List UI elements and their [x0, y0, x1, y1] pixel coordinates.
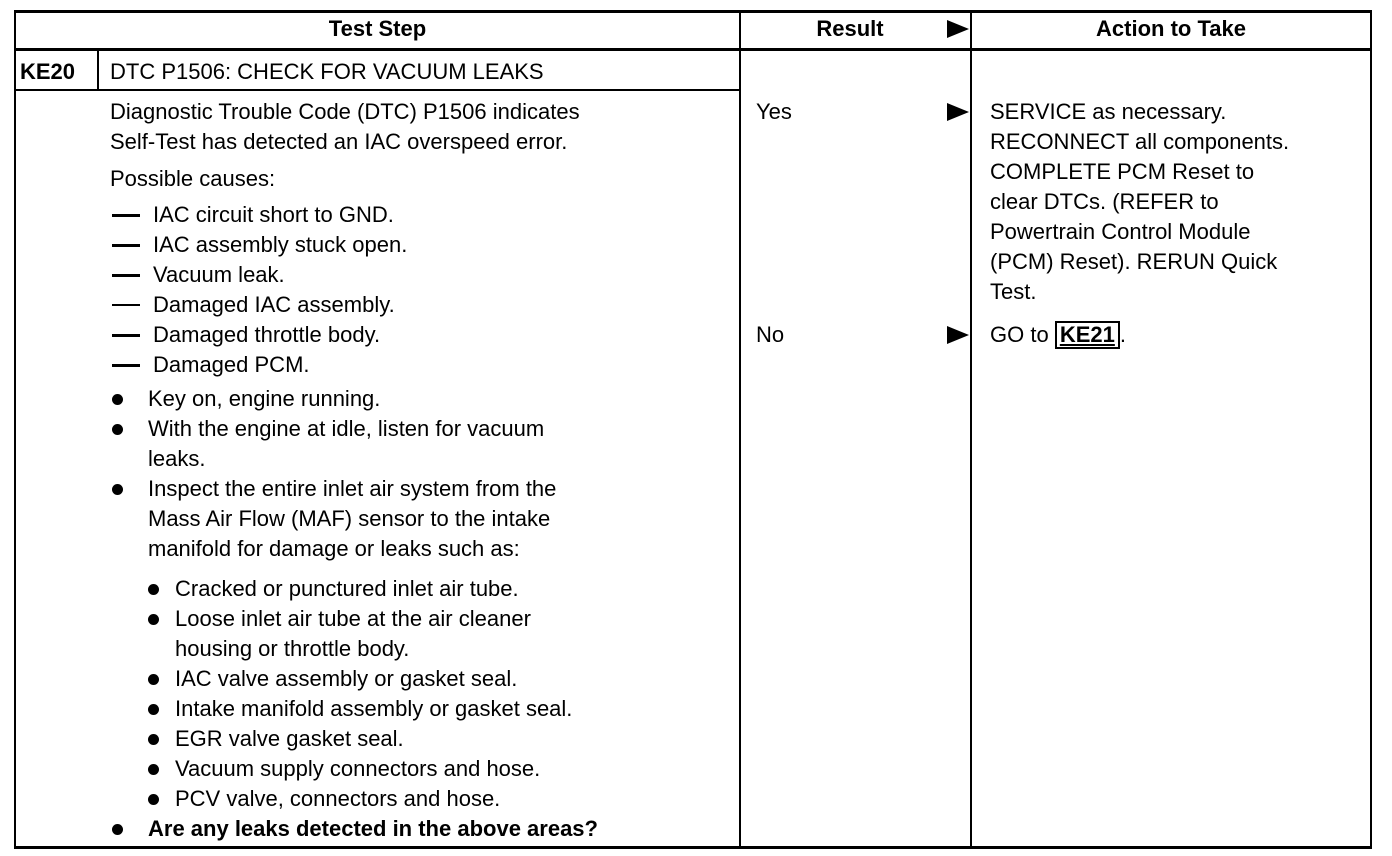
arrow-yes-icon — [947, 103, 969, 121]
dash-icon — [112, 214, 140, 217]
step-title-underline — [14, 89, 740, 91]
test-step-column-divider — [739, 10, 741, 848]
sub-item: Loose inlet air tube at the air cleaner — [175, 606, 531, 631]
action-no — [990, 320, 1126, 350]
intro-line-1: Diagnostic Trouble Code (DTC) P1506 indicates — [110, 99, 580, 124]
dash-icon — [112, 244, 140, 247]
header-test-step: Test Step — [328, 16, 427, 41]
table-left-border — [14, 10, 16, 848]
bullet-inspect-line-3: manifold for damage or leaks such as: — [148, 536, 520, 561]
result-no: No — [756, 322, 785, 347]
action-yes-line-5: Powertrain Control Module — [990, 219, 1251, 244]
action-no-suffix: . — [1119, 322, 1126, 347]
table-top-border — [14, 10, 1372, 13]
cause-item: IAC assembly stuck open. — [153, 232, 408, 257]
action-yes-line-4: clear DTCs. (REFER to — [990, 189, 1219, 214]
cause-item: Vacuum leak. — [153, 262, 285, 287]
action-yes-line-1: SERVICE as necessary. — [990, 99, 1227, 124]
bullet-icon — [112, 424, 123, 435]
header-arrow-icon — [947, 20, 969, 38]
sub-item-continuation: housing or throttle body. — [175, 636, 410, 661]
sub-item: IAC valve assembly or gasket seal. — [175, 666, 518, 691]
sub-bullet-icon — [148, 764, 159, 775]
step-id-divider — [97, 50, 99, 90]
action-yes-line-2: RECONNECT all components. — [990, 129, 1290, 154]
result-column-divider — [970, 10, 972, 848]
table-bottom-border — [14, 846, 1372, 849]
action-yes-line-3: COMPLETE PCM Reset to — [990, 159, 1255, 184]
cause-item: IAC circuit short to GND. — [153, 202, 394, 227]
sub-item: Intake manifold assembly or gasket seal. — [175, 696, 573, 721]
dash-icon — [112, 304, 140, 306]
sub-item: Cracked or punctured inlet air tube. — [175, 576, 519, 601]
sub-item: PCV valve, connectors and hose. — [175, 786, 501, 811]
header-result: Result — [816, 16, 884, 41]
sub-bullet-icon — [148, 794, 159, 805]
table-right-border — [1370, 10, 1372, 848]
sub-bullet-icon — [148, 584, 159, 595]
sub-bullet-icon — [148, 734, 159, 745]
bullet-icon — [112, 484, 123, 495]
result-yes: Yes — [756, 99, 792, 124]
action-yes-line-6: (PCM) Reset). RERUN Quick — [990, 249, 1278, 274]
sub-bullet-icon — [148, 704, 159, 715]
action-yes-line-7: Test. — [990, 279, 1037, 304]
bullet-listen-line-1: With the engine at idle, listen for vacuum — [148, 416, 545, 441]
step-id: KE20 — [20, 59, 76, 84]
sub-bullet-icon — [148, 614, 159, 625]
cause-item: Damaged PCM. — [153, 352, 310, 377]
header-action: Action to Take — [1096, 16, 1246, 41]
sub-bullet-icon — [148, 674, 159, 685]
step-title: DTC P1506: CHECK FOR VACUUM LEAKS — [110, 59, 544, 84]
dash-icon — [112, 274, 140, 277]
step-reference-link[interactable]: KE21 — [1055, 321, 1120, 349]
dash-icon — [112, 334, 140, 337]
bullet-icon — [112, 394, 123, 405]
bullet-inspect-line-2: Mass Air Flow (MAF) sensor to the intake — [148, 506, 551, 531]
causes-heading: Possible causes: — [110, 166, 276, 191]
cause-item: Damaged IAC assembly. — [153, 292, 395, 317]
bullet-key-on: Key on, engine running. — [148, 386, 381, 411]
sub-item: Vacuum supply connectors and hose. — [175, 756, 541, 781]
sub-item: EGR valve gasket seal. — [175, 726, 404, 751]
arrow-no-icon — [947, 326, 969, 344]
cause-item: Damaged throttle body. — [153, 322, 381, 347]
action-no-prefix: GO to — [990, 322, 1049, 347]
bullet-icon — [112, 824, 123, 835]
question: Are any leaks detected in the above areas? — [148, 816, 598, 841]
header-bottom-border — [14, 48, 1372, 51]
bullet-inspect-line-1: Inspect the entire inlet air system from the — [148, 476, 557, 501]
bullet-listen-line-2: leaks. — [148, 446, 206, 471]
intro-line-2: Self-Test has detected an IAC overspeed error. — [110, 129, 568, 154]
dash-icon — [112, 364, 140, 367]
